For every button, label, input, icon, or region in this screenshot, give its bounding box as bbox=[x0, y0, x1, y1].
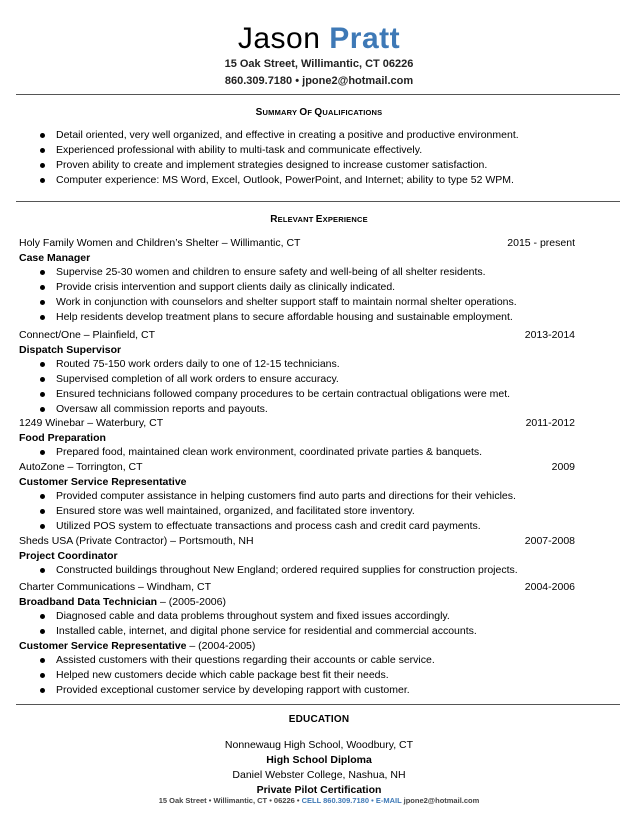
job-role-title: Broadband Data Technician bbox=[19, 596, 158, 608]
summary-heading bbox=[0, 107, 638, 118]
candidate-name bbox=[0, 22, 638, 56]
job-bullet: Supervised completion of all work orders to ensure accuracy. bbox=[20, 372, 576, 387]
job-role: Dispatch Supervisor bbox=[19, 344, 122, 356]
job-bullet: Installed cable, internet, and digital phone service for residential and commercial accounts. bbox=[20, 624, 576, 639]
divider bbox=[16, 704, 620, 705]
resume-header bbox=[0, 22, 638, 90]
job-dates: 2011-2012 bbox=[525, 417, 575, 429]
header-email[interactable]: jpone2@hotmail.com bbox=[302, 75, 414, 87]
experience-heading-part: E bbox=[315, 214, 323, 225]
job-entry bbox=[19, 580, 575, 698]
summary-heading-part: UMMARY bbox=[262, 108, 300, 117]
job-employer: 1249 Winebar – Waterbury, CT bbox=[19, 417, 164, 429]
job-bullet: Prepared food, maintained clean work environment, coordinated private parties & banquets. bbox=[20, 445, 576, 460]
job-bullet: Provided computer assistance in helping customers find auto parts and directions for their vehicles. bbox=[20, 489, 576, 504]
job-bullet: Ensured store was well maintained, organized, and facilitated store inventory. bbox=[20, 504, 576, 519]
education-school: Nonnewaug High School, Woodbury, CT bbox=[224, 739, 414, 751]
footer-email-label: E-MAIL bbox=[375, 796, 402, 805]
job-bullets bbox=[20, 563, 576, 578]
job-entry bbox=[19, 416, 575, 460]
job-entry bbox=[19, 236, 575, 325]
page-footer bbox=[0, 796, 638, 805]
job-employer: Charter Communications – Windham, CT bbox=[19, 581, 211, 593]
education-entry bbox=[0, 738, 638, 768]
job-header bbox=[19, 416, 575, 431]
job-bullet: Assisted customers with their questions regarding their accounts or cable service. bbox=[20, 653, 576, 668]
education-school: Daniel Webster College, Nashua, NH bbox=[232, 769, 406, 781]
job-entry bbox=[19, 328, 575, 417]
divider bbox=[16, 94, 620, 95]
summary-heading-part: UALIFICATIONS bbox=[322, 108, 383, 117]
summary-heading-part: F bbox=[307, 108, 315, 117]
job-header bbox=[19, 534, 575, 549]
header-phone: 860.309.7180 bbox=[224, 75, 293, 87]
job-header bbox=[19, 580, 575, 595]
job-bullet: Help residents develop treatment plans to secure affordable housing and sustainable employment. bbox=[20, 310, 576, 325]
summary-heading-part: S bbox=[255, 107, 263, 118]
job-bullets bbox=[20, 489, 576, 534]
first-name: Jason bbox=[237, 22, 321, 55]
job-role: Project Coordinator bbox=[19, 550, 118, 562]
job-header bbox=[19, 328, 575, 343]
job-role-dates: – (2004-2005) bbox=[186, 640, 256, 652]
footer-cell: CELL 860.309.7180 • bbox=[301, 796, 374, 805]
footer-address: 15 Oak Street • Willimantic, CT • 06226 • bbox=[158, 796, 300, 805]
job-role bbox=[19, 595, 575, 609]
job-employer: AutoZone – Torrington, CT bbox=[19, 461, 143, 473]
job-bullet: Routed 75-150 work orders daily to one of 12-15 technicians. bbox=[20, 357, 576, 372]
experience-heading-part: XPERIENCE bbox=[322, 215, 368, 224]
last-name: Pratt bbox=[329, 22, 401, 55]
summary-item: Experienced professional with ability to multi-task and communicate effectively. bbox=[20, 143, 519, 158]
education-heading: EDUCATION bbox=[288, 714, 350, 725]
job-header bbox=[19, 236, 575, 251]
job-role: Food Preparation bbox=[19, 432, 106, 444]
job-dates: 2007-2008 bbox=[524, 535, 575, 547]
job-employer: Holy Family Women and Children’s Shelter – Willimantic, CT bbox=[19, 237, 301, 249]
job-role: Case Manager bbox=[19, 252, 91, 264]
footer-email[interactable]: jpone2@hotmail.com bbox=[403, 796, 480, 805]
job-bullet: Provide crisis intervention and support clients daily as clinically indicated. bbox=[20, 280, 576, 295]
job-bullets bbox=[20, 357, 576, 417]
job-employer: Connect/One – Plainfield, CT bbox=[19, 329, 155, 341]
experience-heading bbox=[0, 214, 638, 225]
job-role bbox=[19, 639, 575, 653]
summary-heading-part: Q bbox=[314, 107, 323, 118]
job-header bbox=[19, 460, 575, 475]
job-bullet: Constructed buildings throughout New England; ordered required supplies for construction projects. bbox=[20, 563, 576, 578]
job-role-dates: – (2005-2006) bbox=[157, 596, 226, 608]
job-bullet: Oversaw all commission reports and payouts. bbox=[20, 402, 576, 417]
job-role-title: Customer Service Representative bbox=[19, 640, 187, 652]
job-bullet: Ensured technicians followed company procedures to be certain contractual obligations were met. bbox=[20, 387, 576, 402]
job-role: Customer Service Representative bbox=[19, 476, 187, 488]
education-entry bbox=[0, 768, 638, 798]
education-credential: Private Pilot Certification bbox=[256, 784, 382, 796]
summary-item: Computer experience: MS Word, Excel, Outlook, PowerPoint, and Internet; ability to type 52 WPM. bbox=[20, 173, 519, 188]
education-credential: High School Diploma bbox=[266, 754, 372, 766]
job-dates: 2009 bbox=[551, 461, 575, 473]
job-entry bbox=[19, 460, 575, 534]
job-bullet: Provided exceptional customer service by developing rapport with customer. bbox=[20, 683, 576, 698]
summary-heading-part: O bbox=[299, 107, 308, 118]
job-dates: 2013-2014 bbox=[524, 329, 575, 341]
job-bullets bbox=[20, 445, 576, 460]
job-bullets bbox=[20, 609, 576, 639]
summary-list bbox=[20, 128, 519, 188]
header-separator: • bbox=[295, 75, 300, 87]
header-address: 15 Oak Street, Willimantic, CT 06226 bbox=[224, 58, 414, 70]
job-bullet: Helped new customers decide which cable package best fit their needs. bbox=[20, 668, 576, 683]
job-bullet: Diagnosed cable and data problems throughout system and fixed issues accordingly. bbox=[20, 609, 576, 624]
summary-item: Detail oriented, very well organized, and effective in creating a positive and productive environment. bbox=[20, 128, 519, 143]
job-bullet: Utilized POS system to effectuate transactions and process cash and credit card payments. bbox=[20, 519, 576, 534]
job-dates: 2015 - present bbox=[507, 237, 575, 249]
divider bbox=[16, 201, 620, 202]
header-contact bbox=[0, 73, 638, 90]
job-bullet: Work in conjunction with counselors and shelter support staff to maintain normal shelter operations. bbox=[20, 295, 576, 310]
experience-heading-part: R bbox=[270, 214, 278, 225]
summary-item: Proven ability to create and implement strategies designed to increase customer satisfaction. bbox=[20, 158, 519, 173]
job-bullet: Supervise 25-30 women and children to ensure safety and well-being of all shelter residents. bbox=[20, 265, 576, 280]
job-bullets bbox=[20, 265, 576, 325]
job-bullets bbox=[20, 653, 576, 698]
job-dates: 2004-2006 bbox=[524, 581, 575, 593]
job-employer: Sheds USA (Private Contractor) – Portsmouth, NH bbox=[19, 535, 254, 547]
experience-heading-part: ELEVANT bbox=[277, 215, 316, 224]
job-entry bbox=[19, 534, 575, 578]
